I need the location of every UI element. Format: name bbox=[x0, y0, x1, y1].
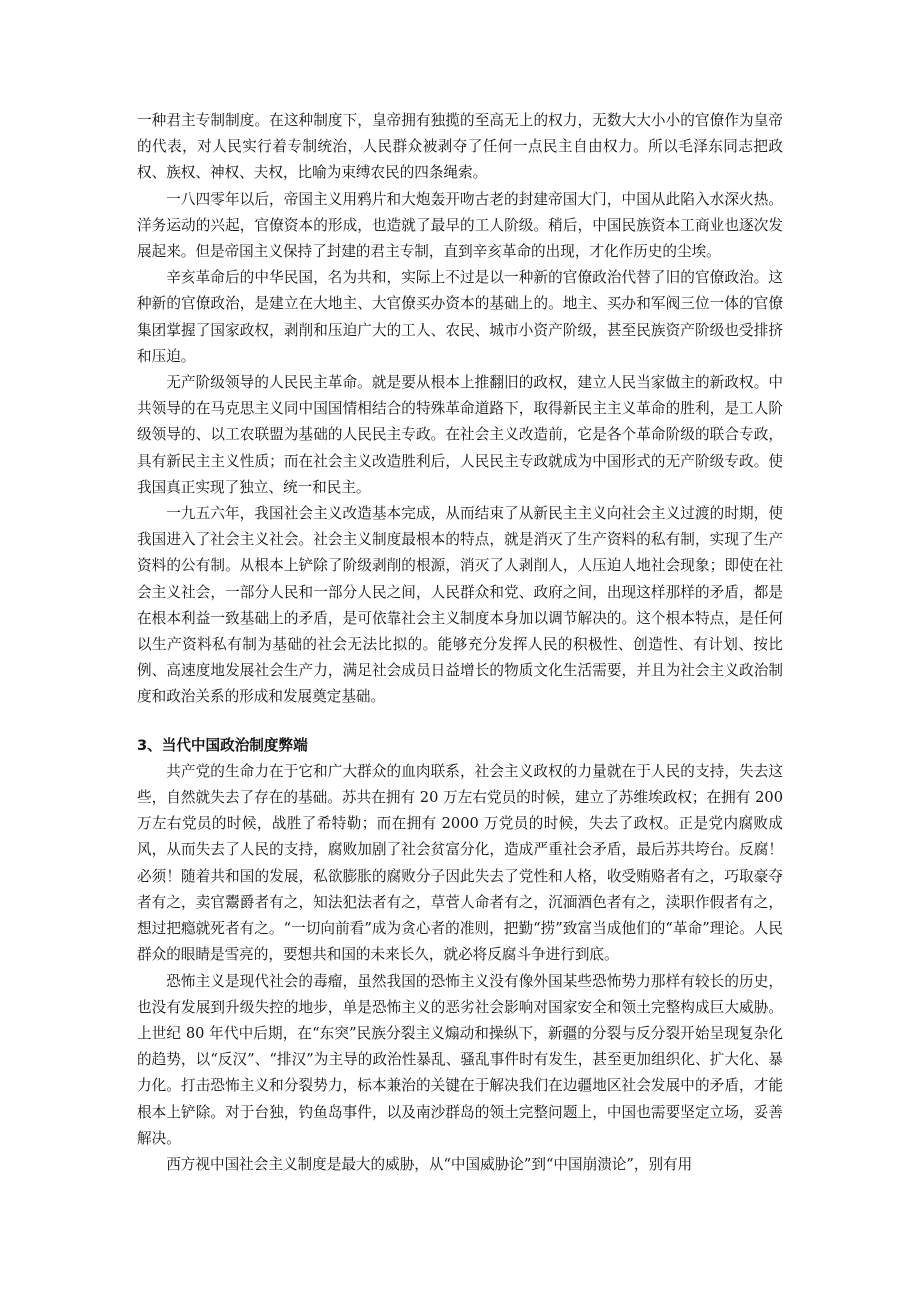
document-page bbox=[137, 108, 783, 1178]
paragraph-anti-corruption: 共产党的生命力在于它和广大群众的血肉联系，社会主义政权的力量就在于人民的支持，失去这些，自然就失去了存在的基础。苏共在拥有 20 万左右党员的时候，建立了苏维埃政权；在拥有 200 万左右党员的时候，战胜了希特勒；而在拥有 2000 万党员的时候，失去了政权。正是党内腐败成风，从而失去了人民的支持，腐败加剧了社会贫富分化，造成严重社会矛盾，最后苏共垮台。反腐！必须！随着共和国的发展，私欲膨胀的腐败分子因此失去了党性和人格，收受贿赂者有之，巧取豪夺者有之，卖官鬻爵者有之，知法犯法者有之，草菅人命者有之，沉湎酒色者有之，渎职作假者有之，想过把瘾就死者有之。“一切向前看”成为贪心者的准则，把勤“捞”致富当成他们的“革命”理论。人民群众的眼睛是雪亮的，要想共和国的未来长久，就必将反腐斗争进行到底。 bbox=[137, 762, 783, 964]
paragraph-terrorism: 恐怖主义是现代社会的毒瘤，虽然我国的恐怖主义没有像外国某些恐怖势力那样有较长的历史，也没有发展到升级失控的地步，单是恐怖主义的恶劣社会影响对国家安全和领土完整构成巨大威胁。上世纪 80 年代中后期，在“东突”民族分裂主义煽动和操纵下，新疆的分裂与反分裂开始呈现复杂化的趋势，以“反汉”、“排汉”为主导的政治性暴乱、骚乱事件时有发生，甚至更加组织化、扩大化、暴力化。打击恐怖主义和分裂势力，标本兼治的关键在于解决我们在边疆地区社会发展中的矛盾，才能根本上铲除。对于台独，钓鱼岛事件，以及南沙群岛的领土完整问题上，中国也需要坚定立场，妥善解决。 bbox=[137, 972, 783, 1147]
paragraph-1956: 一九五六年，我国社会主义改造基本完成，从而结束了从新民主主义向社会主义过渡的时期，使我国进入了社会主义社会。社会主义制度最根本的特点，就是消灭了生产资料的私有制，实现了生产资料的公有制。从根本上铲除了阶级剥削的根源，消灭了人剥削人，人压迫人地社会现象；即使在社会主义社会，一部分人民和一部分人民之间，人民群众和党、政府之间，出现这样那样的矛盾，都是在根本利益一致基础上的矛盾，是可依靠社会主义制度本身加以调节解决的。这个根本特点，是任何以生产资料私有制为基础的社会无法比拟的。能够充分发挥人民的积极性、创造性、有计划、按比例、高速度地发展社会生产力，满足社会成员日益增长的物质文化生活需要，并且为社会主义政治制度和政治关系的形成和发展奠定基础。 bbox=[137, 505, 783, 706]
paragraph-west: 西方视中国社会主义制度是最大的威胁，从“中国威胁论”到“中国崩溃论”，别有用 bbox=[166, 1155, 693, 1173]
paragraph-1840: 一八四零年以后，帝国主义用鸦片和大炮轰开吻古老的封建帝国大门，中国从此陷入水深火热。洋务运动的兴起，官僚资本的形成，也造就了最早的工人阶级。稍后，中国民族资本工商业也逐次发展起来。但是帝国主义保持了封建的君主专制，直到辛亥革命的出现，才化作历史的尘埃。 bbox=[137, 190, 783, 261]
paragraph-autocracy: 一种君主专制制度。在这种制度下，皇帝拥有独揽的至高无上的权力，无数大大小小的官僚作为皇帝的代表，对人民实行着专制统治，人民群众被剥夺了任何一点民主自由权力。所以毛泽东同志把政权、族权、神权、夫权，比喻为束缚农民的四条绳索。 bbox=[137, 112, 783, 182]
section-heading: 3、当代中国政治制度弊端 bbox=[137, 736, 308, 754]
paragraph-peoples-revolution: 无产阶级领导的人民民主革命。就是要从根本上推翻旧的政权，建立人民当家做主的新政权。中共领导的在马克思主义同中国国情相结合的特殊革命道路下，取得新民主主义革命的胜利，是工人阶级领导的、以工农联盟为基础的人民民主专政。在社会主义改造前，它是各个革命阶级的联合专政，具有新民主主义性质；而在社会主义改造胜利后，人民民主专政就成为中国形式的无产阶级专政。使我国真正实现了独立、统一和民主。 bbox=[137, 374, 783, 496]
paragraph-xinhai: 辛亥革命后的中华民国，名为共和，实际上不过是以一种新的官僚政治代替了旧的官僚政治。这种新的官僚政治，是建立在大地主、大官僚买办资本的基础上的。地主、买办和军阀三位一体的官僚集团掌握了国家政权，剥削和压迫广大的工人、农民、城市小资产阶级，甚至民族资产阶级也受排挤和压迫。 bbox=[137, 269, 783, 365]
